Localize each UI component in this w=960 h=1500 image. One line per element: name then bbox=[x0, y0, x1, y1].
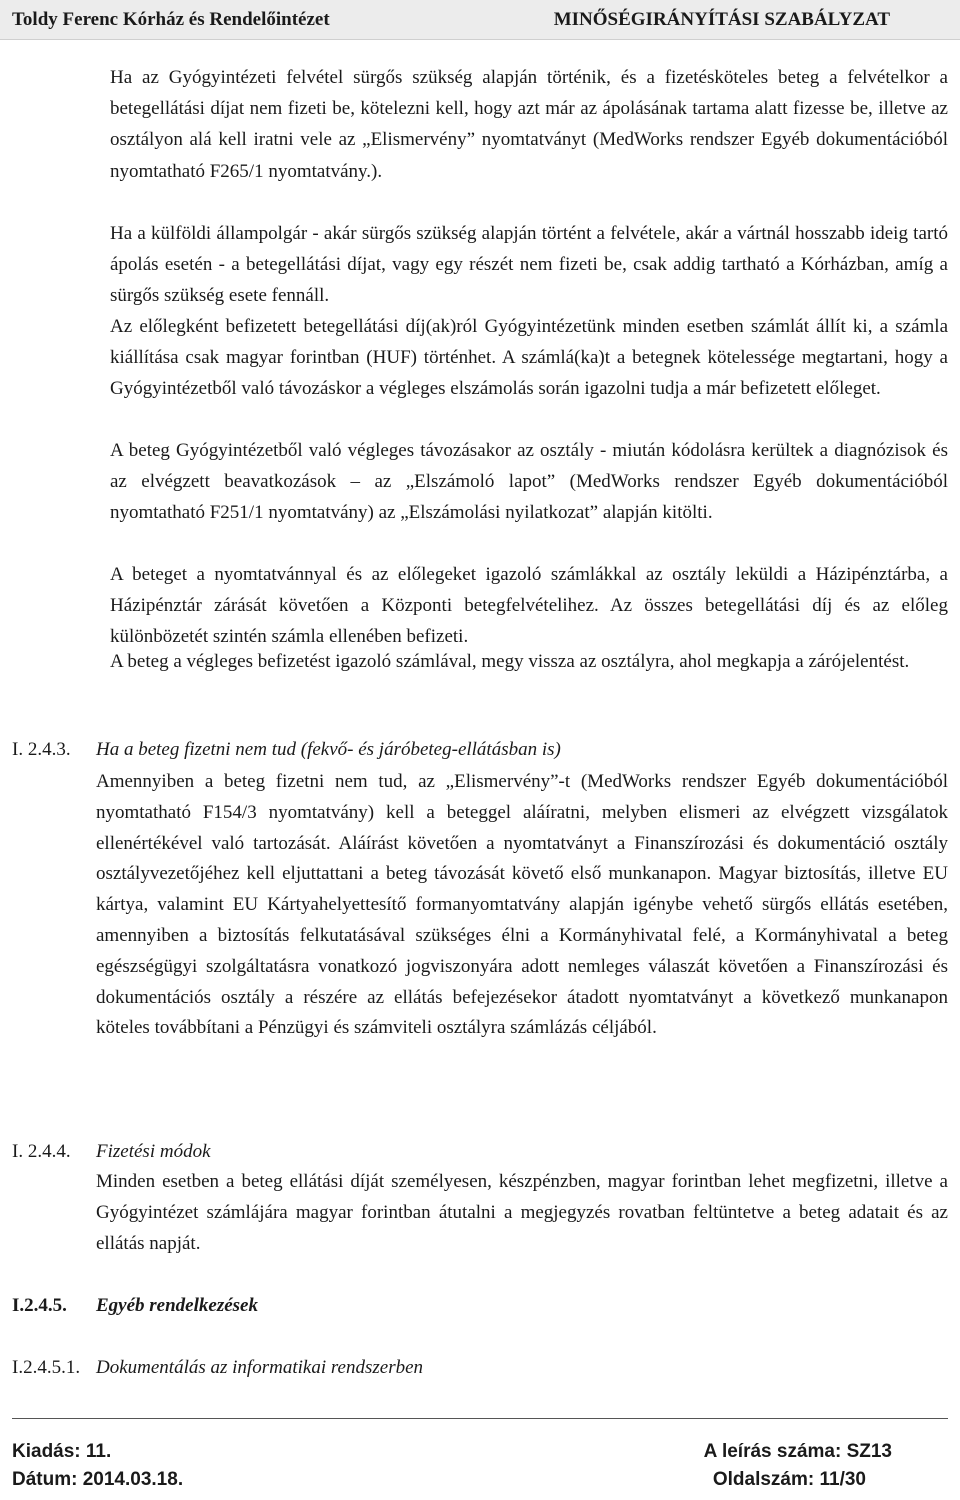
footer-edition: Kiadás: 11. bbox=[12, 1441, 112, 1462]
page-header bbox=[0, 0, 960, 40]
paragraph-discharge-report: A beteg a végleges befizetést igazoló számlával, megy vissza az osztályra, ahol megkapja a zárójelentést. bbox=[110, 651, 910, 672]
header-document-type: MINŐSÉGIRÁNYÍTÁSI SZABÁLYZAT bbox=[553, 9, 890, 30]
paragraph-advance-invoice: Az előlegként befizetett betegellátási díj(ak)ról Gyógyintézetünk minden esetben számlát állít ki, a számla kiállítása csak magyar forintban (HUF) történhet. A számlá(ka)t a betegnek kötelessége megtartani, hogy a Gyógyintézetből való távozáskor a végleges elszámolás során igazolni tudja a már befizetett előleget. bbox=[110, 316, 948, 400]
paragraph-final-departure: A beteg Gyógyintézetből való végleges távozásakor az osztály - miután kódolásra kerültek a diagnózisok és az elvégzett beavatkozások – az „Elszámoló lapot” (MedWorks rendszer Egyéb dokumentációból nyomtatható F251/1 nyomtatvány) az „Elszámolási nyilatkozat” alapján kitölti. bbox=[110, 440, 948, 524]
section-number: I.2.4.5. bbox=[12, 1295, 67, 1316]
section-body: Amennyiben a beteg fizetni nem tud, az „Elismervény”-t (MedWorks rendszer Egyéb dokumentációból nyomtatható F154/3 nyomtatvány) kell a beteggel aláíratni, melyben elismeri az elvégzett vizsgálatok ellenértékével való tartozását. Aláírást követően a nyomtatványt a Finanszírozási és dokumentáció osztály osztályvezetőjéhez kell eljuttattani a beteg távozását követő első munkanapon. Magyar biztosítás, illetve EU kártya, valamint EU Kártyahelyettesítő formanyomtatvány alapján igénybe vehető sürgős ellátás esetében, amennyiben a biztosítás felkutatásával szükséges élni a Kormányhivatal felé, a Kormányhivatal a beteg egészségügyi szolgáltatásra vonatkozó jogviszonyára adott nemleges válaszát követően a Finanszírozási és dokumentációs osztály a részére az ellátás befejezésekor átadott nyomtatványt a következő munkanapon köteles továbbítani a Pénzügyi és számviteli osztályra számlázás céljából. bbox=[96, 771, 948, 1039]
paragraph-cashier: A beteget a nyomtatvánnyal és az előlegeket igazoló számlákkal az osztály leküldi a Házipénztárba, a Házipénztár zárását követően a Központi betegfelvételihez. Az összes betegellátási díj és az előleg különbözetét szintén számla ellenében befizeti. bbox=[110, 564, 948, 648]
section-body: Minden esetben a beteg ellátási díját személyesen, készpénzben, magyar forintban lehet megfizetni, illetve a Gyógyintézet számlájára magyar forintban átutalni a megjegyzés rovatban feltüntetve a beteg adatait és az ellátás napját. bbox=[96, 1171, 948, 1254]
section-title: Egyéb rendelkezések bbox=[96, 1295, 258, 1316]
footer-divider bbox=[12, 1418, 948, 1419]
section-title: Ha a beteg fizetni nem tud (fekvő- és járóbeteg-ellátásban is) bbox=[96, 739, 561, 760]
section-title: Fizetési módok bbox=[96, 1141, 211, 1162]
section-title: Dokumentálás az informatikai rendszerben bbox=[96, 1357, 424, 1378]
footer-doc-number: A leírás száma: SZ13 bbox=[703, 1441, 892, 1462]
paragraph-emergency-admission: Ha az Gyógyintézeti felvétel sürgős szükség alapján történik, és a fizetésköteles beteg a felvételkor a betegellátási díjat nem fizeti be, kötelezni kell, hogy azt már az ápolásának tartama alatt fizesse be, illetve az osztályon alá kell iratni vele az „Elismervény” nyomtatványt (MedWorks rendszer Egyéb dokumentációból nyomtatható F265/1 nyomtatvány.). bbox=[110, 67, 948, 182]
section-number: I.2.4.5.1. bbox=[12, 1357, 81, 1378]
section-number: I. 2.4.3. bbox=[12, 739, 71, 760]
footer-date: Dátum: 2014.03.18. bbox=[12, 1469, 184, 1490]
header-institution: Toldy Ferenc Kórház és Rendelőintézet bbox=[12, 9, 330, 30]
paragraph-foreign-citizen: Ha a külföldi állampolgár - akár sürgős szükség alapján történt a felvétele, akár a vártnál hosszabb ideig tartó ápolás esetén - a betegellátási díjat, vagy egy részét nem fizeti be, csak addig tartható a Kórházban, amíg a sürgős szükség esete fennáll. bbox=[110, 223, 948, 307]
section-number: I. 2.4.4. bbox=[12, 1141, 71, 1162]
footer-page-number: Oldalszám: 11/30 bbox=[712, 1469, 866, 1490]
